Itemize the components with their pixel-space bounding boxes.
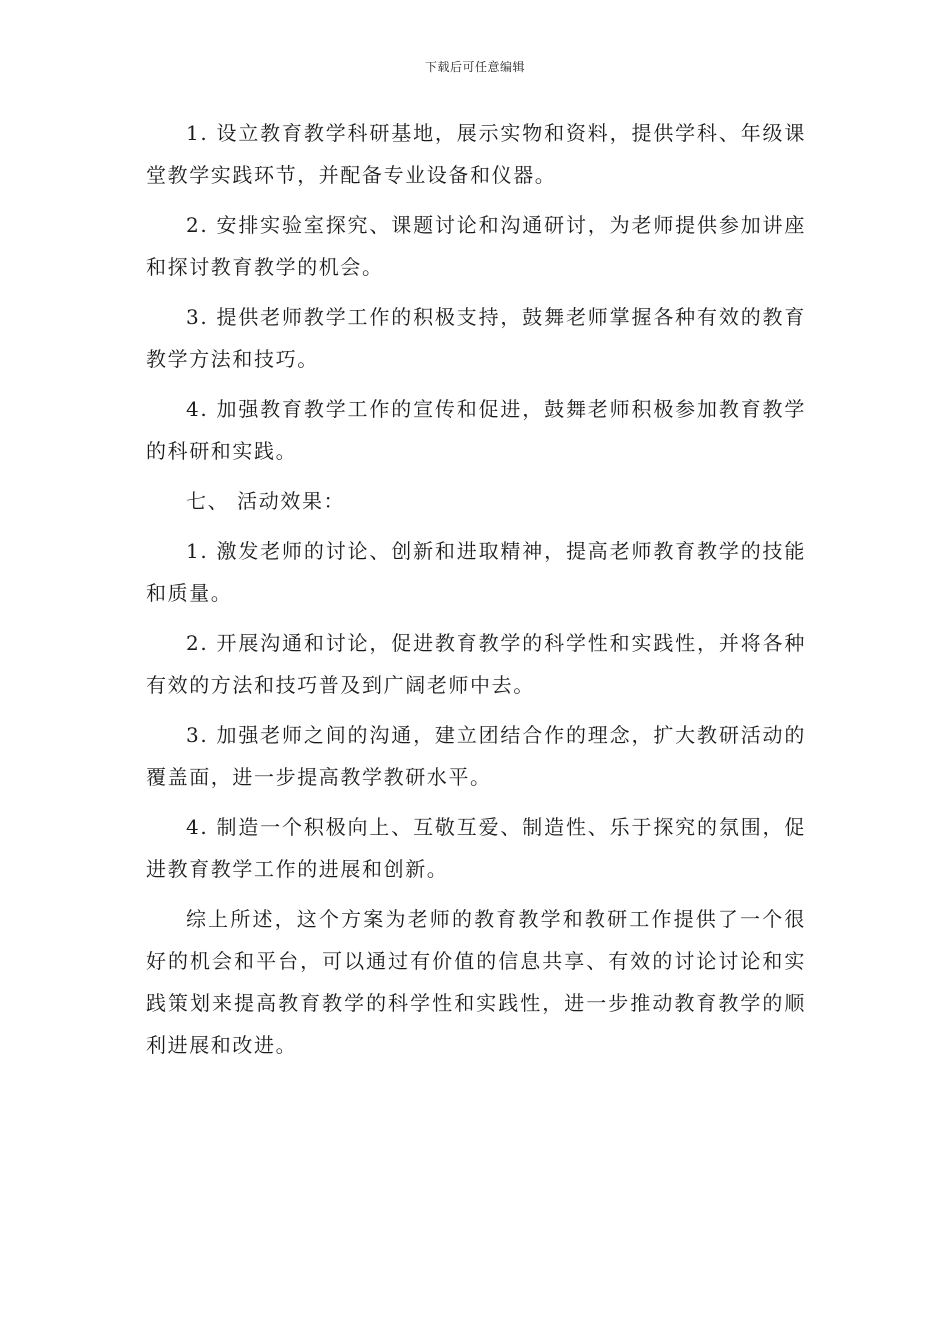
list-item: 2. 开展沟通和讨论，促进教育教学的科学性和实践性，并将各种有效的方法和技巧普及到广阔老师中去。 [146,631,806,697]
list-item: 3. 提供老师教学工作的积极支持，鼓舞老师掌握各种有效的教育教学方法和技巧。 [146,305,806,371]
list-item: 3. 加强老师之间的沟通，建立团结合作的理念，扩大教研活动的覆盖面，进一步提高教学教研水平。 [146,723,806,789]
list-item: 4. 加强教育教学工作的宣传和促进，鼓舞老师积极参加教育教学的科研和实践。 [146,397,806,463]
section-heading: 七、 活动效果： [186,489,346,513]
list-item: 2. 安排实验室探究、课题讨论和沟通研讨，为老师提供参加讲座和探讨教育教学的机会。 [146,213,806,279]
list-item: 4. 制造一个积极向上、互敬互爱、制造性、乐于探究的氛围，促进教育教学工作的进展和创新。 [146,815,806,881]
document-body [146,112,806,1074]
page-header: 下载后可任意编辑 [424,60,525,74]
summary-paragraph: 综上所述，这个方案为老师的教育教学和教研工作提供了一个很好的机会和平台，可以通过有价值的信息共享、有效的讨论讨论和实践策划来提高教育教学的科学性和实践性，进一步推动教育教学的顺利进展和改进。 [146,907,806,1057]
list-item: 1. 设立教育教学科研基地，展示实物和资料，提供学科、年级课堂教学实践环节，并配备专业设备和仪器。 [146,121,806,187]
list-item: 1. 激发老师的讨论、创新和进取精神，提高老师教育教学的技能和质量。 [146,539,806,605]
